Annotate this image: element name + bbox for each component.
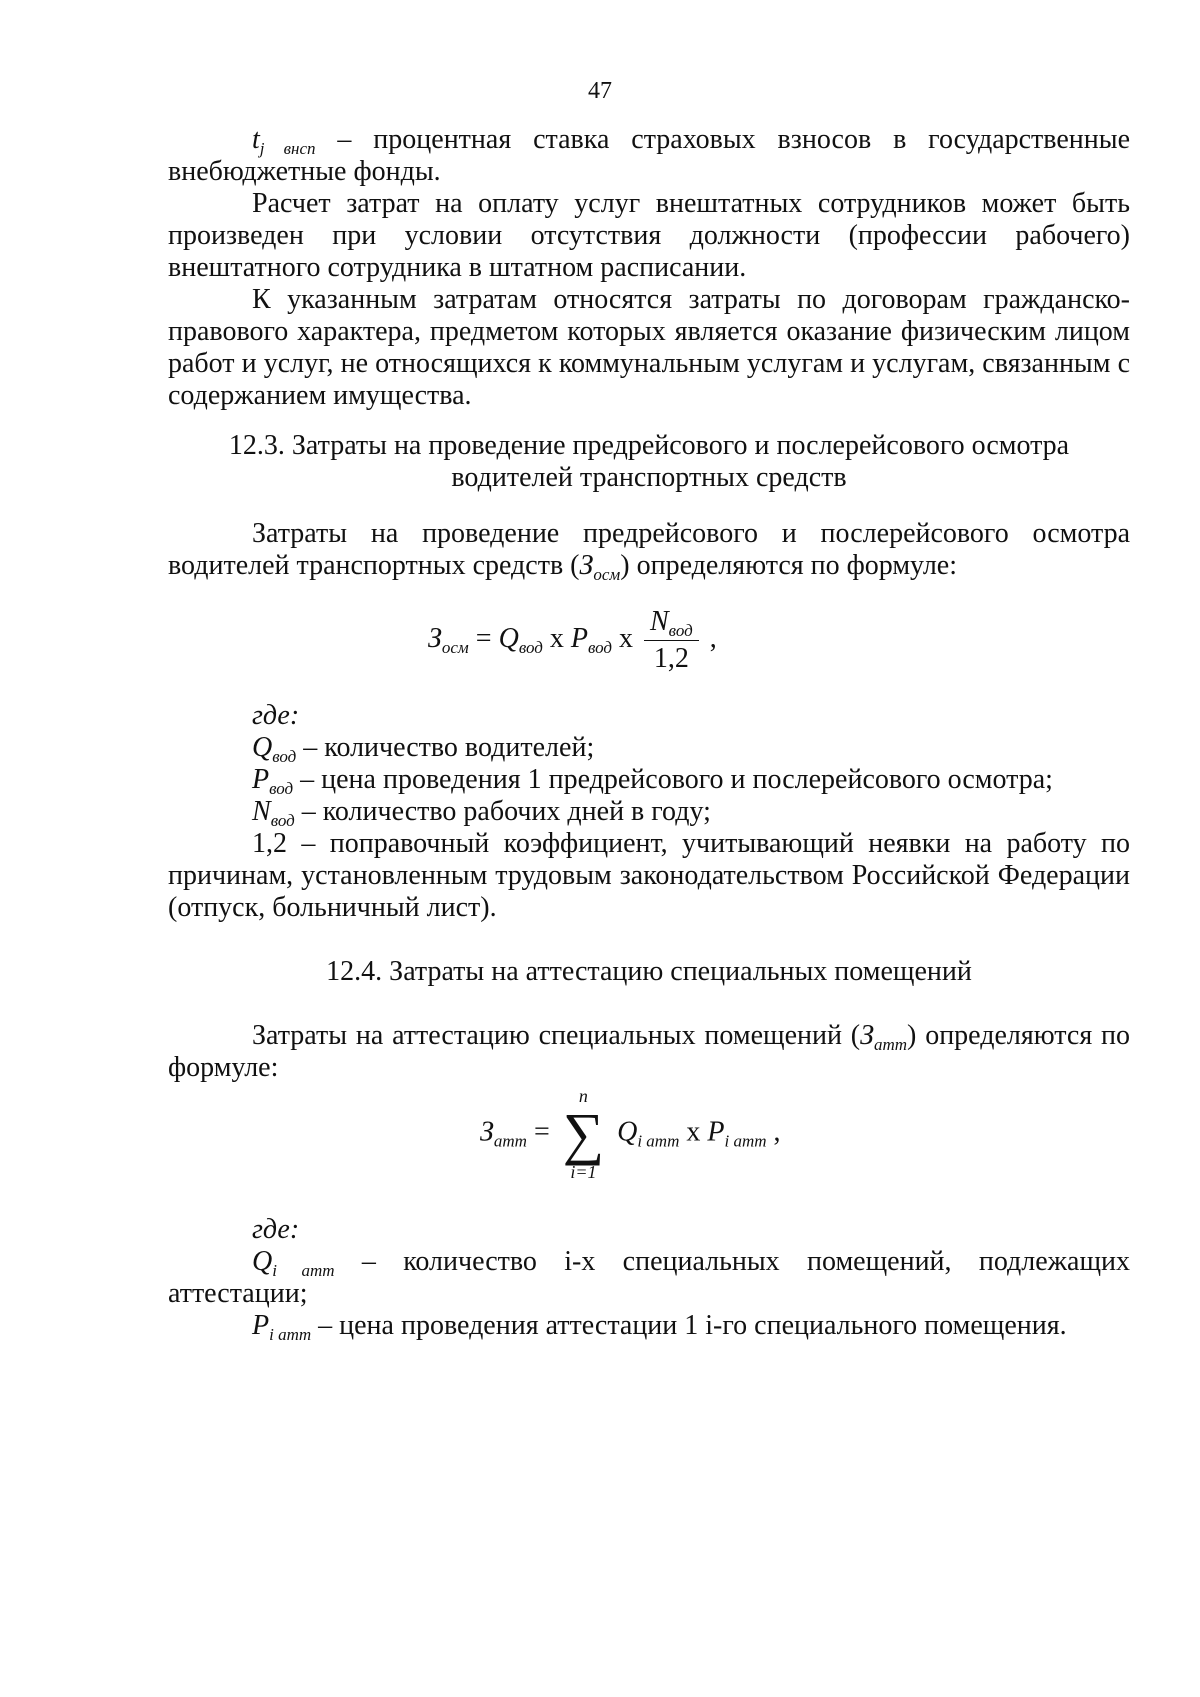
fraction-denominator: 1,2 (653, 643, 689, 674)
def-text: – количество i-х специальных помещений, подлежащих аттестации; (168, 1246, 1130, 1309)
intro-text-end: ) определяются по формуле: (620, 550, 957, 581)
def-q-att (168, 1246, 1130, 1310)
def-symbol (252, 764, 293, 796)
formula-q-sub: вод (518, 637, 543, 657)
fraction-numerator (644, 604, 699, 641)
tax-rate-text: – процентная ставка страховых взносов в государственные внебюджетные фонды. (168, 124, 1130, 187)
symbol-z-att-subscript: атт (873, 1035, 908, 1054)
def-symbol (252, 732, 296, 764)
formula-p: P (707, 1116, 725, 1148)
sigma-icon: ∑ (562, 1101, 605, 1166)
formula-lhs: З (428, 622, 442, 654)
where-label-12-3 (168, 700, 1130, 732)
equals-sign: = (533, 1116, 550, 1148)
symbol-t-subscript: j внсп (259, 139, 316, 158)
times-sign: х (618, 622, 633, 654)
def-symbol-sub: i атт (269, 1325, 312, 1344)
coefficient-definition: 1,2 – поправочный коэффициент, учитывающий неявки на работу по причинам, установленным трудовым законодательством Российской Федерации (отпуск, больничный лист). (168, 828, 1130, 923)
def-q-vod (168, 732, 1130, 764)
def-text: – цена проведения аттестации 1 i-го специального помещения. (311, 1310, 1067, 1341)
where-label-12-4 (168, 1214, 1130, 1246)
symbol-z-osm-subscript: осм (593, 565, 621, 584)
fraction (644, 604, 699, 677)
formula-lhs: З (480, 1116, 494, 1148)
formula-q: Q (498, 622, 519, 654)
times-sign: х (549, 622, 564, 654)
formula-p-sub: вод (587, 637, 612, 657)
symbol-t: t (252, 124, 260, 155)
formula-comma: , (709, 622, 717, 654)
def-p-vod (168, 764, 1130, 796)
def-p-att (168, 1310, 1130, 1342)
section-12-3-heading-line2: водителей транспортных средств (451, 462, 847, 493)
formula-att (480, 1086, 781, 1182)
def-n-vod (168, 796, 1130, 828)
def-text: – количество рабочих дней в году; (294, 796, 711, 827)
paragraph-civil-contracts: К указанным затратам относятся затраты по договорам гражданско-правового характера, предметом которых является оказание физическим лицом работ и услуг, не относящихся к коммунальным услугам и услугам, связанным с содержанием имущества. (168, 284, 1130, 411)
sum-upper-limit: n (578, 1086, 588, 1106)
section-12-3-heading (168, 430, 1130, 494)
intro-text-start: Затраты на аттестацию специальных помещений ( (252, 1020, 861, 1051)
formula-n: N (649, 606, 669, 637)
symbol-z-osm: З (579, 550, 594, 581)
page-number: 47 (588, 78, 612, 104)
equals-sign: = (475, 622, 492, 654)
def-symbol-sub: i атт (272, 1261, 335, 1280)
formula-q: Q (617, 1116, 638, 1148)
formula-p-sub: i атт (724, 1131, 767, 1151)
summation (563, 1086, 604, 1182)
section-12-4-heading: 12.4. Затраты на аттестацию специальных помещений (326, 956, 972, 987)
formula-comma: , (773, 1116, 781, 1148)
def-symbol-letter: N (252, 796, 271, 827)
def-symbol-letter: Q (252, 732, 273, 763)
formula-q-sub: i атт (637, 1131, 680, 1151)
def-symbol (252, 796, 295, 828)
sum-lower-limit: i=1 (570, 1162, 597, 1182)
intro-text-end: ) определяются по формуле: (168, 1020, 1131, 1083)
def-symbol-letter: P (252, 1310, 270, 1341)
def-text: – количество водителей; (296, 732, 595, 763)
def-symbol-sub: вод (270, 811, 295, 830)
paragraph-freelance-calc: Расчет затрат на оплату услуг внештатных сотрудников может быть произведен при условии отсутствия должности (профессии рабочего) внештатного сотрудника в штатном расписании. (168, 188, 1130, 283)
formula-lhs-sub: осм (441, 637, 469, 657)
formula-lhs-sub: атт (493, 1131, 527, 1151)
def-symbol-sub: вод (272, 747, 297, 766)
section-12-4-intro (168, 1020, 1130, 1084)
def-symbol-letter: Q (252, 1246, 273, 1277)
section-12-3-intro (168, 518, 1130, 582)
tax-rate-definition (168, 124, 1130, 188)
def-symbol-sub: вод (269, 779, 294, 798)
where-text: где: (252, 1214, 300, 1245)
section-12-3-heading-line1: 12.3. Затраты на проведение предрейсового и послерейсового осмотра (228, 430, 1070, 461)
formula-p: P (570, 622, 588, 654)
symbol-z-att: З (860, 1020, 874, 1051)
times-sign: х (686, 1116, 701, 1148)
def-symbol-letter: P (252, 764, 270, 795)
formula-n-sub: вод (668, 621, 693, 640)
def-text: – цена проведения 1 предрейсового и послерейсового осмотра; (293, 764, 1053, 795)
formula-osm (428, 604, 717, 677)
intro-text-start: Затраты на проведение предрейсового и послерейсового осмотра водителей транспортных средств ( (168, 518, 1130, 581)
where-text: где: (252, 700, 300, 731)
